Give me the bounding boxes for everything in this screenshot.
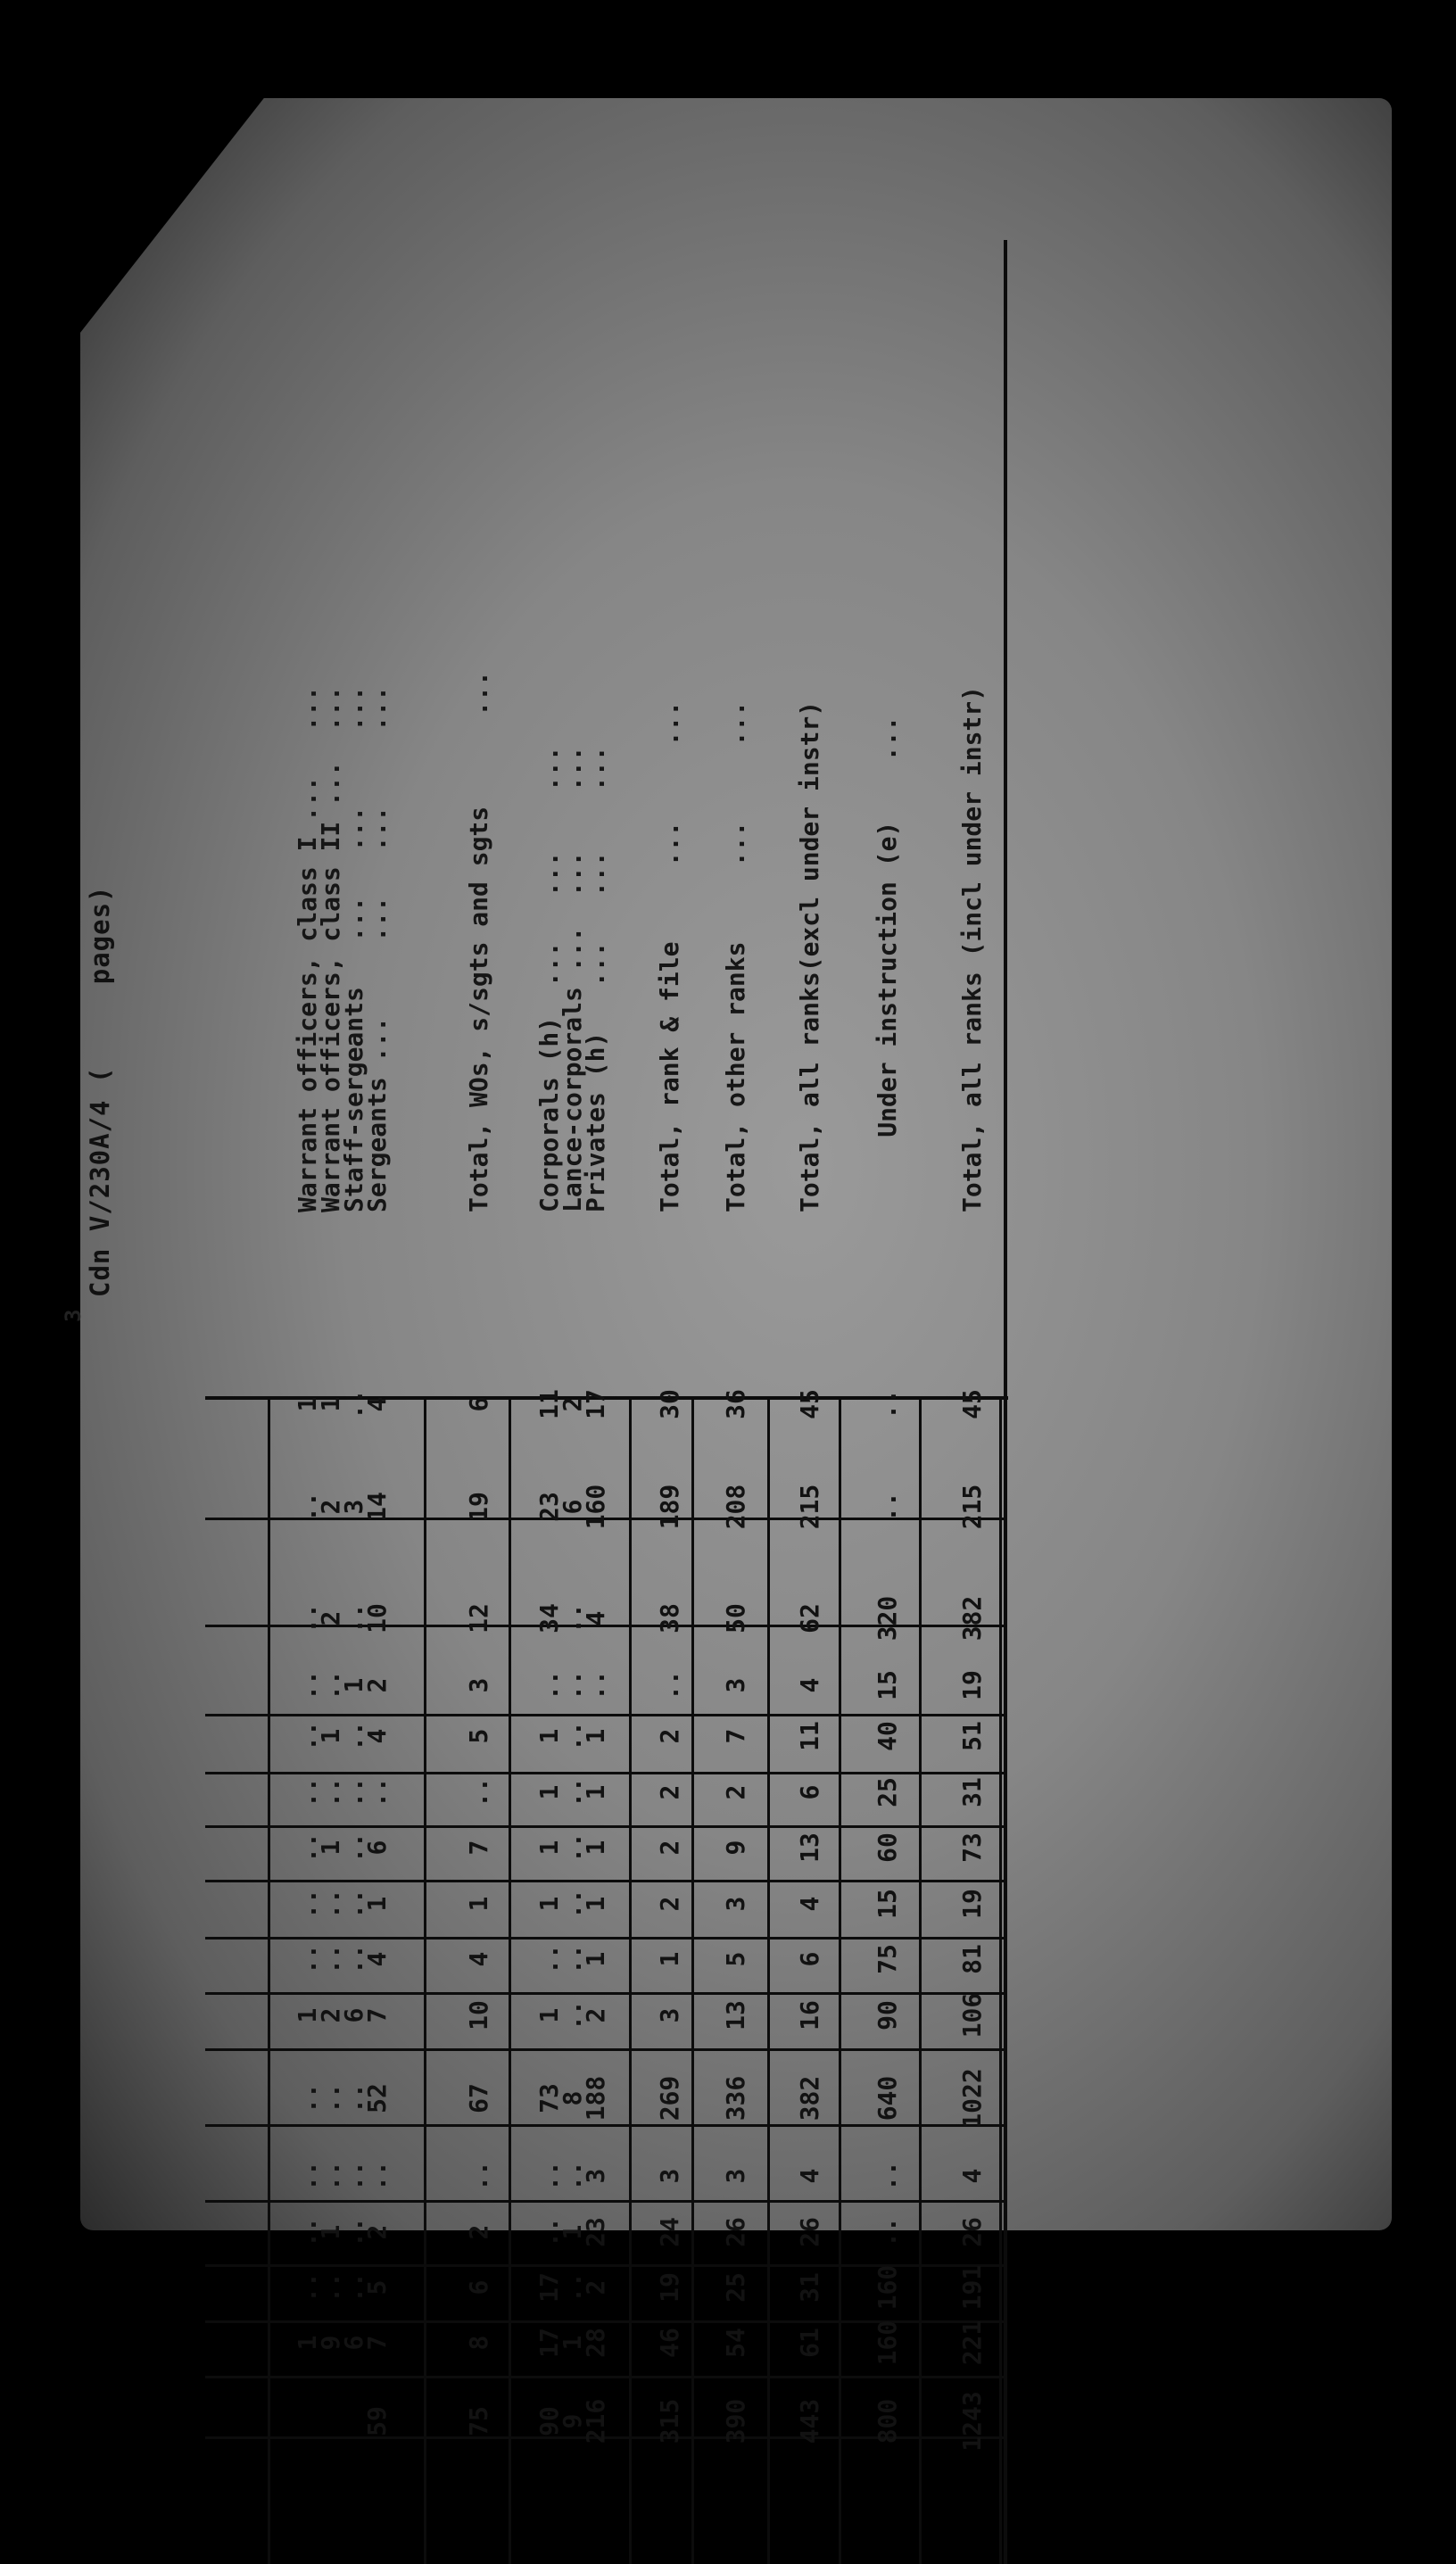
table-row-divider (691, 1400, 694, 2564)
table-cell: .. (316, 1889, 345, 1919)
table-cell: 34 (534, 1603, 564, 1634)
table-cell: 3 (339, 1499, 368, 1515)
table-cell: 8 (558, 2090, 587, 2106)
table-cell: 106 (957, 1992, 987, 2039)
table-row-divider (839, 1400, 841, 2564)
table-cell: 315 (655, 2398, 684, 2444)
table-cell: 2 (316, 2007, 345, 2023)
row-label: Corporals (h) ... ... ... (534, 746, 564, 1212)
table-cell: 1 (362, 1896, 392, 1912)
table-cell: 160 (873, 2320, 902, 2366)
table-cell: 25 (873, 1777, 902, 1807)
table-cell: 640 (873, 2075, 902, 2122)
table-cell: 12 (464, 1603, 493, 1634)
table-cell: 208 (721, 1484, 750, 1530)
table-cell: 1022 (957, 2068, 987, 2129)
table-cell: .. (558, 1889, 587, 1919)
table-cell: 19 (957, 1889, 987, 1919)
table-cell: .. (316, 2272, 345, 2303)
table-cell: 5 (362, 2279, 392, 2295)
table-cell: 50 (721, 1603, 750, 1634)
table-cell: 73 (534, 2083, 564, 2113)
table-cell: .. (534, 1670, 564, 1700)
table-cell: 67 (464, 2083, 493, 2113)
table-cell: 1 (534, 1784, 564, 1800)
table-cell: 19 (464, 1492, 493, 1522)
table-cell: 17 (581, 1389, 610, 1419)
table-cell: 5 (464, 1728, 493, 1744)
row-label: Total, WOs, s/sgts and sgts ... (464, 671, 493, 1212)
table-cell: 30 (655, 1389, 684, 1419)
table-cell: 2 (655, 1784, 684, 1800)
table-cell: .. (339, 1389, 368, 1419)
table-cell: .. (558, 1832, 587, 1863)
table-cell: 215 (795, 1484, 824, 1530)
table-cell: 382 (957, 1595, 987, 1642)
table-cell: 14 (362, 1492, 392, 1522)
table-cell: .. (558, 2272, 587, 2303)
table-cell: 4 (795, 2168, 824, 2184)
table-cell: 28 (581, 2328, 610, 2358)
table-cell: .. (873, 1492, 902, 1522)
table-cell: 11 (534, 1389, 564, 1419)
table-cell: 8 (464, 2335, 493, 2351)
table-cell: .. (534, 2161, 564, 2191)
table-cell: 3 (721, 1677, 750, 1693)
table-cell: 45 (957, 1389, 987, 1419)
row-label: Total, all ranks(excl under instr) (795, 700, 824, 1212)
table-cell: 25 (721, 2272, 750, 2303)
table-cell: .. (558, 1944, 587, 1974)
table-cell: 26 (957, 2217, 987, 2247)
table-cell: .. (873, 1389, 902, 1419)
table-cell: 1 (534, 1896, 564, 1912)
table-cell: .. (293, 1603, 322, 1634)
table-cell: .. (339, 1832, 368, 1863)
table-cell: .. (316, 2083, 345, 2113)
table-cell: 1 (316, 1396, 345, 1412)
table-cell: 51 (957, 1721, 987, 1751)
table-cell: 390 (721, 2398, 750, 2444)
row-label: Lance-corporals ... ... ... (558, 746, 587, 1212)
table-cell: 19 (655, 2272, 684, 2303)
table-cell: 2 (581, 2279, 610, 2295)
table-cell: .. (362, 2161, 392, 2191)
table-cell: 60 (873, 1832, 902, 1863)
table-cell: 1 (581, 1784, 610, 1800)
table-cell: .. (293, 2083, 322, 2113)
table-cell: 2 (581, 2007, 610, 2023)
table-cell: 1 (316, 2224, 345, 2240)
table-row-divider (999, 1400, 1002, 2564)
table-cell: 7 (721, 1728, 750, 1744)
table-cell: 81 (957, 1944, 987, 1974)
row-label: Total, all ranks (incl under instr) (957, 685, 987, 1212)
table-cell: 443 (795, 2398, 824, 2444)
table-cell: 54 (721, 2328, 750, 2358)
table-cell: 6 (795, 1951, 824, 1967)
table-row-divider (629, 1400, 632, 2564)
table-cell: 336 (721, 2075, 750, 2122)
table-cell: .. (293, 2217, 322, 2247)
table-cell: 6 (464, 2279, 493, 2295)
table-cell: 31 (957, 1777, 987, 1807)
table-cell: .. (293, 1944, 322, 1974)
table-cell: 24 (655, 2217, 684, 2247)
table-cell: 382 (795, 2075, 824, 2122)
table-cell: 17 (534, 2272, 564, 2303)
table-cell: .. (293, 1670, 322, 1700)
table-cell: 7 (362, 2007, 392, 2023)
page-number: 3 (61, 1309, 86, 1322)
table-cell: 16 (795, 2000, 824, 2031)
table-cell: .. (339, 1889, 368, 1919)
table-cell: 61 (795, 2328, 824, 2358)
table-cell: 1 (534, 1728, 564, 1744)
table-cell: .. (581, 1670, 610, 1700)
table-cell: .. (558, 1603, 587, 1634)
table-cell: 221 (957, 2320, 987, 2366)
table-cell: 6 (464, 1396, 493, 1412)
table-cell: .. (873, 2217, 902, 2247)
table-cell: 2 (316, 1610, 345, 1626)
table-cell: 2 (558, 1396, 587, 1412)
table-cell: .. (293, 1777, 322, 1807)
table-cell: 36 (721, 1389, 750, 1419)
table-cell: 4 (464, 1951, 493, 1967)
table-cell: 1 (581, 1840, 610, 1856)
table-cell: .. (293, 2161, 322, 2191)
table-cell: .. (316, 1670, 345, 1700)
table-cell: 7 (362, 2335, 392, 2351)
table-cell: .. (339, 1944, 368, 1974)
table-cell: 1 (293, 2335, 322, 2351)
table-cell: 38 (655, 1603, 684, 1634)
table-cell: 1 (534, 1840, 564, 1856)
table-cell: 2 (464, 2224, 493, 2240)
table-cell: .. (316, 2161, 345, 2191)
table-cell: .. (558, 1670, 587, 1700)
table-cell: 1 (581, 1896, 610, 1912)
table-cell: .. (558, 1777, 587, 1807)
table-cell: 73 (957, 1832, 987, 1863)
table-cell: 4 (957, 2168, 987, 2184)
table-cell: 1243 (957, 2391, 987, 2452)
table-cell: 15 (873, 1670, 902, 1700)
table-cell: 189 (655, 1484, 684, 1530)
table-cell: 75 (464, 2406, 493, 2436)
table-cell: 2 (655, 1728, 684, 1744)
table-cell: 75 (873, 1944, 902, 1974)
row-label: Privates (h) ... ... ... (581, 746, 610, 1212)
table-cell: 1 (293, 2007, 322, 2023)
table-cell: 1 (581, 1728, 610, 1744)
table-cell: 4 (795, 1896, 824, 1912)
table-cell: .. (558, 1721, 587, 1751)
table-cell: 19 (957, 1670, 987, 1700)
table-cell: 45 (795, 1389, 824, 1419)
table-cell: 23 (581, 2217, 610, 2247)
table-cell: 90 (534, 2406, 564, 2436)
table-row-divider (919, 1400, 922, 2564)
table-cell: 23 (534, 1492, 564, 1522)
table-cell: 1 (558, 2224, 587, 2240)
table-outer-border (1004, 240, 1007, 2564)
table-cell: 4 (362, 1951, 392, 1967)
row-label: Warrant officers, class I ... ... (293, 685, 322, 1212)
table-cell: .. (362, 1777, 392, 1807)
table-cell: .. (293, 1492, 322, 1522)
table-cell: .. (339, 1603, 368, 1634)
table-cell: .. (558, 2000, 587, 2031)
table-cell: 4 (362, 1396, 392, 1412)
table-cell: 3 (655, 2007, 684, 2023)
table-cell: 52 (362, 2083, 392, 2113)
table-cell: 1 (558, 2335, 587, 2351)
table-row-divider (424, 1400, 426, 2564)
table-cell: 1 (581, 1951, 610, 1967)
table-cell: 3 (581, 2168, 610, 2184)
table-cell: 17 (534, 2328, 564, 2358)
table-cell: .. (464, 1777, 493, 1807)
table-row-divider (509, 1400, 511, 2564)
table-cell: 6 (795, 1784, 824, 1800)
table-cell: 4 (362, 1728, 392, 1744)
table-cell: .. (293, 1889, 322, 1919)
table-cell: 6 (362, 1840, 392, 1856)
table-cell: .. (534, 2217, 564, 2247)
table-cell: 4 (581, 1610, 610, 1626)
table-cell: 6 (558, 1499, 587, 1515)
table-row-divider (268, 1400, 270, 2564)
table-cell: 4 (795, 1677, 824, 1693)
table-cell: .. (293, 1721, 322, 1751)
table-cell: 7 (464, 1840, 493, 1856)
row-label: Total, other ranks ... ... (721, 700, 750, 1212)
row-label: Sergeants ... ... ... ... (362, 685, 392, 1212)
table-cell: 2 (655, 1896, 684, 1912)
table-cell: 10 (362, 1603, 392, 1634)
table-cell: 6 (339, 2007, 368, 2023)
table-cell: .. (316, 1777, 345, 1807)
table-cell: 11 (795, 1721, 824, 1751)
table-cell: 90 (873, 2000, 902, 2031)
table-cell: 40 (873, 1721, 902, 1751)
table-cell: .. (655, 1670, 684, 1700)
table-cell: 188 (581, 2075, 610, 2122)
table-cell: .. (339, 2217, 368, 2247)
table-cell: 269 (655, 2075, 684, 2122)
table-cell: 2 (362, 2224, 392, 2240)
table-cell: 10 (464, 2000, 493, 2031)
table-cell: 1 (316, 1840, 345, 1856)
table-cell: 13 (795, 1832, 824, 1863)
table-cell: 1 (534, 2007, 564, 2023)
table-cell: 1 (316, 1728, 345, 1744)
table-cell: 2 (316, 1499, 345, 1515)
table-cell: 3 (721, 1896, 750, 1912)
table-cell: 215 (957, 1484, 987, 1530)
row-label: Staff-sergeants ... ... ... (339, 685, 368, 1212)
table-cell: 62 (795, 1603, 824, 1634)
table-cell: 26 (721, 2217, 750, 2247)
table-cell: 1 (464, 1896, 493, 1912)
table-cell: .. (534, 1944, 564, 1974)
table-cell: 2 (655, 1840, 684, 1856)
table-cell: .. (316, 1944, 345, 1974)
table-cell: 13 (721, 2000, 750, 2031)
row-label: Under instruction (e) ... (873, 715, 902, 1212)
row-label: Total, rank & file ... ... (655, 700, 684, 1212)
table-cell: 9 (316, 2335, 345, 2351)
table-cell: 31 (795, 2272, 824, 2303)
table-cell: .. (339, 2272, 368, 2303)
table-cell: 191 (957, 2264, 987, 2311)
table-cell: 26 (795, 2217, 824, 2247)
table-cell: 15 (873, 1889, 902, 1919)
table-cell: 800 (873, 2398, 902, 2444)
table-cell: .. (293, 1832, 322, 1863)
table-cell: 320 (873, 1595, 902, 1642)
table-cell: .. (339, 2161, 368, 2191)
table-cell: 46 (655, 2328, 684, 2358)
table-cell: .. (293, 2272, 322, 2303)
table-cell: 9 (558, 2413, 587, 2429)
table-cell: 2 (721, 1784, 750, 1800)
table-cell: 59 (362, 2406, 392, 2436)
table-cell: .. (339, 1721, 368, 1751)
table-cell: .. (558, 2161, 587, 2191)
table-cell: 5 (721, 1951, 750, 1967)
table-cell: .. (464, 2161, 493, 2191)
document-reference: Cdn V/230A/4 ( pages) (85, 885, 115, 1297)
table-row-divider (767, 1400, 770, 2564)
table-cell: 9 (721, 1840, 750, 1856)
table-cell: .. (339, 2083, 368, 2113)
table-cell: .. (339, 1777, 368, 1807)
table-cell: .. (873, 2161, 902, 2191)
table-cell: 160 (873, 2264, 902, 2311)
table-cell: 6 (339, 2335, 368, 2351)
table-cell: 1 (655, 1951, 684, 1967)
table-cell: 2 (362, 1677, 392, 1693)
table-cell: 3 (721, 2168, 750, 2184)
table-cell: 160 (581, 1484, 610, 1530)
table-cell: 3 (464, 1677, 493, 1693)
table-cell: 1 (339, 1677, 368, 1693)
table-cell: 1 (293, 1396, 322, 1412)
table-cell: 216 (581, 2398, 610, 2444)
table-cell: 3 (655, 2168, 684, 2184)
row-label: Warrant officers, class II ... ... (316, 685, 345, 1212)
